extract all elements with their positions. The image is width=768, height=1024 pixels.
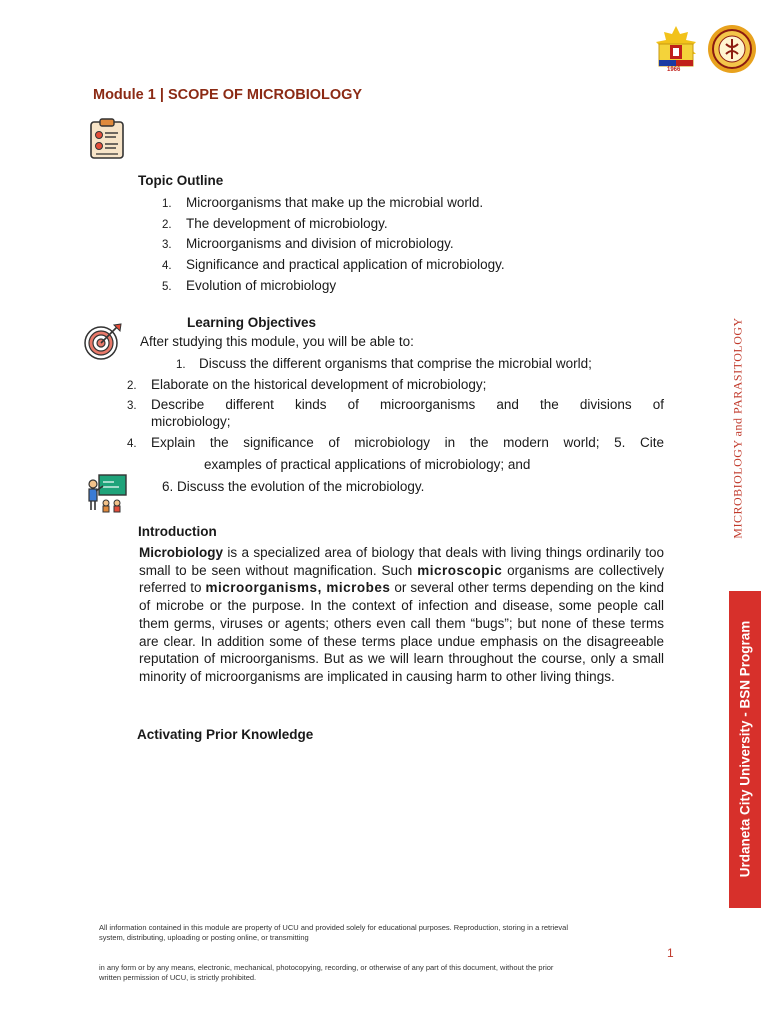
objective-item: 6. Discuss the evolution of the microbiology. bbox=[162, 479, 425, 494]
objective-item: 4. Explain the significance of microbiology in the modern world; 5. Cite bbox=[127, 435, 664, 450]
footer-disclaimer-bottom: in any form or by any means, electronic, mechanical, photocopying, recording, or otherwise of any part of this document, without the prior written permission of UCU, is strictly prohibited. bbox=[99, 963, 554, 982]
sidebar-course-text: MICROBIOLOGY and PARASITOLOGY bbox=[730, 317, 745, 539]
footer-disclaimer-top: All information contained in this module are property of UCU and provided solely for educational purposes. Reproduction, storing in a retrieval system, distributing, uploading or posting online, or transmitting bbox=[99, 923, 569, 942]
page-number: 1 bbox=[667, 946, 674, 960]
topic-item: 5. Evolution of microbiology bbox=[162, 278, 337, 293]
topic-item: 2. The development of microbiology. bbox=[162, 216, 388, 231]
learning-objectives-heading: Learning Objectives bbox=[187, 315, 317, 330]
target-icon bbox=[83, 322, 123, 362]
term-microbiology: Microbiology bbox=[139, 545, 223, 560]
introduction-paragraph: Microbiology is a specialized area of biology that deals with living things ordinarily too small to be seen without magnification. Such microscopic organisms are collectively referred to microorganisms, microbes or several other terms depending on the kind of microbe or the purpose. In the context of infection and disease, some people call them germs, viruses or agents; others even call them “bugs”; but none of these terms are clear. In addition some of these terms place undue emphasis on the disagreeable reputation of microorganisms. But as we will learn throughout the course, only a small minority of microorganisms are implicated in causing harm to other living things. bbox=[139, 545, 664, 684]
term-microorganisms: microorganisms, microbes bbox=[205, 580, 391, 596]
sidebar-program-banner bbox=[729, 591, 761, 908]
objective-item: 1. Discuss the different organisms that comprise the microbial world; bbox=[176, 356, 592, 371]
sidebar-program-text: Urdaneta City University - BSN Program bbox=[737, 620, 753, 878]
logo-left bbox=[653, 24, 699, 74]
topic-outline-heading: Topic Outline bbox=[138, 173, 224, 188]
objective-item: 3. Describe different kinds of microorganisms and the divisions of bbox=[127, 397, 664, 412]
objectives-intro: After studying this module, you will be able to: bbox=[140, 334, 414, 349]
logo-right bbox=[707, 24, 757, 74]
logo-year: 1966 bbox=[667, 67, 681, 73]
topic-item: 1. Microorganisms that make up the microbial world. bbox=[162, 195, 484, 210]
objective-item-continuation: examples of practical applications of microbiology; and bbox=[204, 457, 531, 472]
clipboard-icon bbox=[88, 118, 126, 160]
objective-item-continuation: microbiology; bbox=[151, 414, 231, 429]
introduction-heading: Introduction bbox=[138, 524, 217, 539]
teacher-board-icon bbox=[86, 473, 128, 513]
module-title bbox=[93, 87, 362, 103]
topic-item: 3. Microorganisms and division of microbiology. bbox=[162, 236, 454, 251]
module-name: SCOPE OF MICROBIOLOGY bbox=[167, 87, 363, 103]
activating-prior-knowledge-heading: Activating Prior Knowledge bbox=[137, 727, 314, 742]
objective-item: 2. Elaborate on the historical development of microbiology; bbox=[127, 377, 487, 392]
term-microscopic: microscopic bbox=[417, 562, 503, 578]
module-number: Module 1 | bbox=[93, 87, 168, 103]
topic-item: 4. Significance and practical application of microbiology. bbox=[162, 257, 505, 272]
